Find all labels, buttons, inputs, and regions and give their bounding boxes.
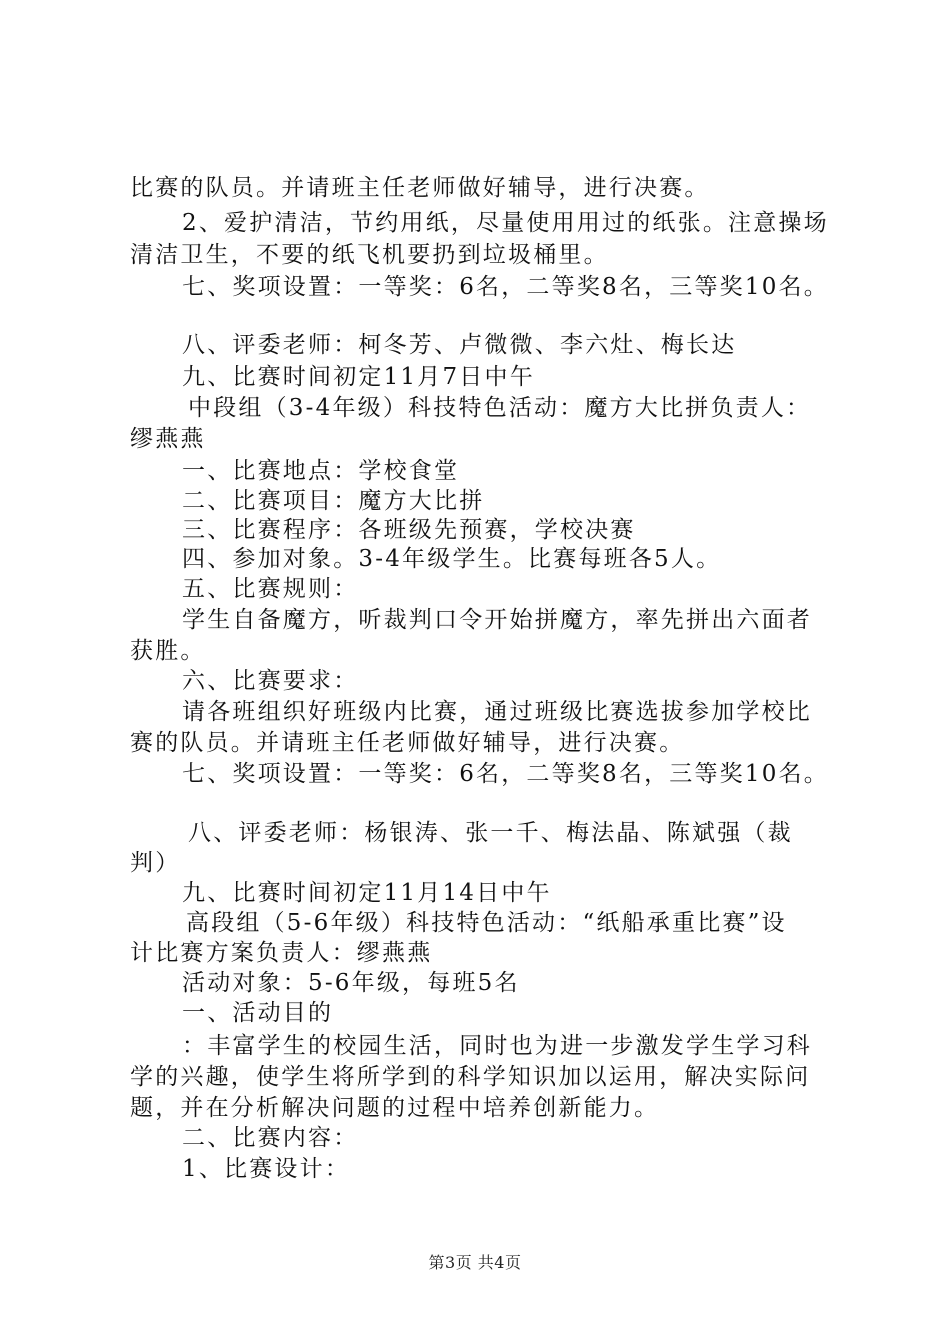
text-line: 计比赛方案负责人：缪燕燕: [130, 940, 433, 966]
text-line: 题，并在分析解决问题的过程中培养创新能力。: [130, 1095, 660, 1121]
text-line: 1、比赛设计：: [182, 1156, 351, 1182]
text-line: 请各班组织好班级内比赛，通过班级比赛选拔参加学校比: [182, 699, 812, 725]
text-line: 学生自备魔方，听裁判口令开始拼魔方，率先拼出六面者: [182, 607, 812, 633]
text-line: 活动对象：5-6年级，每班5名: [182, 970, 520, 996]
text-line: 八、评委老师：杨银涛、张一千、梅法晶、陈斌强（裁: [188, 820, 793, 846]
text-line: 九、比赛时间初定11月14日中午: [182, 880, 552, 906]
text-line: 中段组（3-4年级）科技特色活动：魔方大比拼负责人：: [188, 395, 812, 421]
text-line: ：丰富学生的校园生活，同时也为进一步激发学生学习科: [182, 1033, 812, 1059]
text-line: 七、奖项设置：一等奖：6名，二等奖8名，三等奖10名。: [182, 274, 829, 300]
text-line: 二、比赛项目：魔方大比拼: [182, 488, 485, 514]
text-line: 九、比赛时间初定11月7日中午: [182, 364, 535, 390]
text-line: 学的兴趣，使学生将所学到的科学知识加以运用，解决实际问: [130, 1064, 811, 1090]
text-line: 三、比赛程序：各班级先预赛，学校决赛: [182, 517, 636, 543]
page-footer: 第3页 共4页: [428, 1253, 522, 1272]
text-line: 四、参加对象。3-4年级学生。比赛每班各5人。: [182, 546, 722, 572]
text-line: 七、奖项设置：一等奖：6名，二等奖8名，三等奖10名。: [182, 761, 829, 787]
text-line: 八、评委老师：柯冬芳、卢微微、李六灶、梅长达: [182, 332, 737, 358]
text-line: 比赛的队员。并请班主任老师做好辅导，进行决赛。: [130, 175, 710, 201]
text-line: 缪燕燕: [130, 426, 206, 452]
text-line: 赛的队员。并请班主任老师做好辅导，进行决赛。: [130, 730, 685, 756]
text-line: 2、爱护清洁，节约用纸，尽量使用用过的纸张。注意操场: [182, 210, 829, 236]
text-line: 判）: [130, 850, 181, 876]
text-line: 一、活动目的: [182, 1000, 334, 1026]
text-line: 二、比赛内容：: [182, 1125, 359, 1151]
text-line: 六、比赛要求：: [182, 668, 359, 694]
text-line: 清洁卫生，不要的纸飞机要扔到垃圾桶里。: [130, 242, 609, 268]
text-line: 一、比赛地点：学校食堂: [182, 458, 460, 484]
text-line: 高段组（5-6年级）科技特色活动：“纸船承重比赛”设: [186, 910, 787, 936]
text-line: 获胜。: [130, 638, 206, 664]
text-line: 五、比赛规则：: [182, 576, 359, 602]
